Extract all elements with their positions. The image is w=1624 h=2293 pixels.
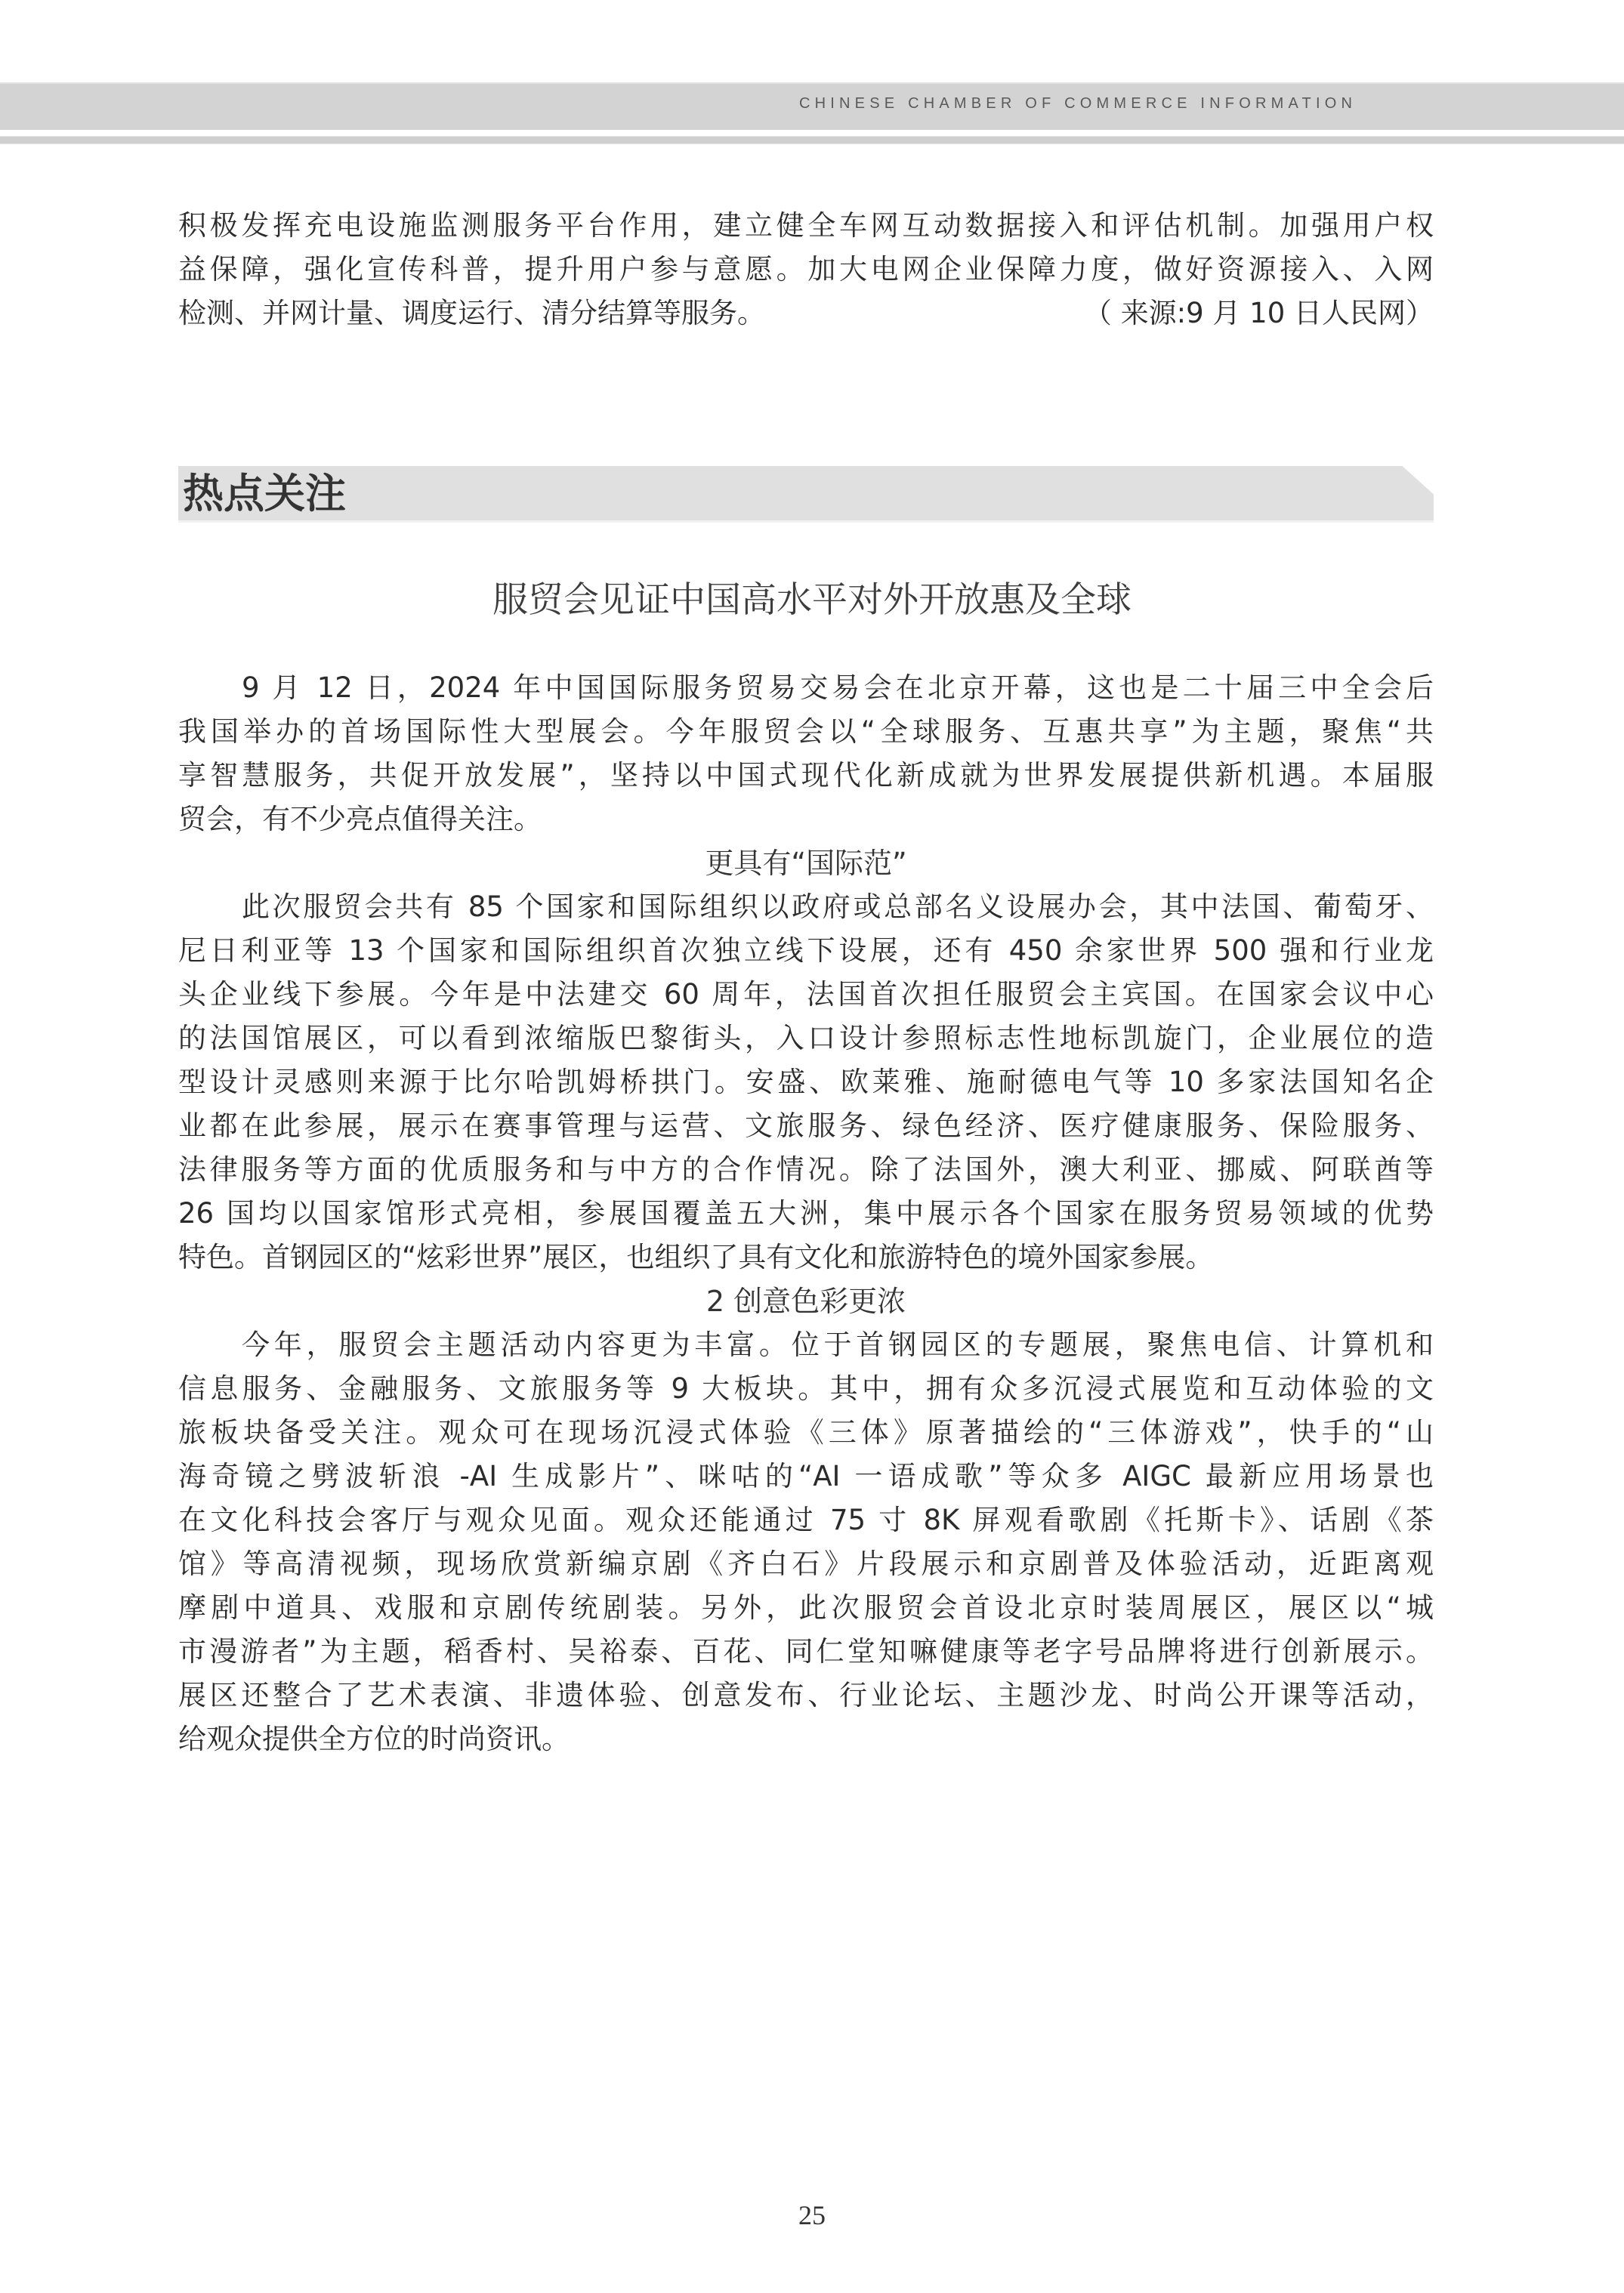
text-line: 贸会，有不少亮点值得关注。: [178, 803, 542, 835]
text-line: 给观众提供全方位的时尚资讯。: [178, 1723, 570, 1755]
text-line: 我国举办的首场国际性大型展会。今年服贸会以“全球服务、互惠共享”为主题，聚焦“共: [178, 715, 1434, 748]
text-line: 益保障，强化宣传科普，提升用户参与意愿。加大电网企业保障力度，做好资源接入、入网: [178, 253, 1434, 285]
text-line: 业都在此参展，展示在赛事管理与运营、文旅服务、绿色经济、医疗健康服务、保险服务、: [178, 1109, 1434, 1142]
text-line: 9 月 12 日，2024 年中国国际服务贸易交易会在北京开幕，这也是二十届三中全会后: [242, 671, 1434, 704]
section-title: 热点关注: [183, 469, 346, 517]
section-bar: [178, 466, 1434, 523]
article-title: 服贸会见证中国高水平对外开放惠及全球: [492, 579, 1132, 621]
text-line-with-source: [178, 292, 1434, 335]
header-divider: [0, 136, 1624, 144]
text-line: 法律服务等方面的优质服务和与中方的合作情况。除了法国外，澳大利亚、挪威、阿联酋等: [178, 1153, 1434, 1186]
text-line: 今年，服贸会主题活动内容更为丰富。位于首钢园区的专题展，聚焦电信、计算机和: [242, 1329, 1434, 1361]
text-line: 的法国馆展区，可以看到浓缩版巴黎街头，入口设计参照标志性地标凯旋门，企业展位的造: [178, 1022, 1434, 1054]
page-number: 25: [798, 2200, 826, 2230]
publication-name: CHINESE CHAMBER OF COMMERCE INFORMATION: [799, 95, 1357, 112]
text-line: 市漫游者”为主题，稻香村、吴裕泰、百花、同仁堂知嘛健康等老字号品牌将进行创新展示。: [178, 1635, 1434, 1668]
text-line: 展区还整合了艺术表演、非遗体验、创意发布、行业论坛、主题沙龙、时尚公开课等活动，: [178, 1679, 1434, 1711]
text-line: 检测、并网计量、调度运行、清分结算等服务。: [178, 297, 765, 329]
subheading-creativity: 2 创意色彩更浓: [705, 1285, 906, 1318]
text-line: 摩剧中道具、戏服和京剧传统剧装。另外，此次服贸会首设北京时装周展区，展区以“城: [178, 1591, 1434, 1624]
text-line: 旅板块备受关注。观众可在现场沉浸式体验《三体》原著描绘的“三体游戏”，快手的“山: [178, 1416, 1434, 1449]
text-line: 海奇镜之劈波斩浪 -AI 生成影片”、咪咕的“AI 一语成歌”等众多 AIGC 最新应用场景也: [178, 1460, 1434, 1492]
text-line: 信息服务、金融服务、文旅服务等 9 大板块。其中，拥有众多沉浸式展览和互动体验的文: [178, 1372, 1434, 1405]
text-line: 此次服贸会共有 85 个国家和国际组织以政府或总部名义设展办会，其中法国、葡萄牙、: [242, 890, 1434, 923]
text-line: 型设计灵感则来源于比尔哈凯姆桥拱门。安盛、欧莱雅、施耐德电气等 10 多家法国知名企: [178, 1066, 1434, 1098]
prev-article-text: [178, 204, 1434, 335]
text-line: 积极发挥充电设施监测服务平台作用，建立健全车网互动数据接入和评估机制。加强用户权: [178, 209, 1434, 242]
text-line: 尼日利亚等 13 个国家和国际组织首次独立线下设展，还有 450 余家世界 500 强和行业龙: [178, 934, 1434, 967]
article-body: [178, 666, 1434, 1761]
text-line: 在文化科技会客厅与观众见面。观众还能通过 75 寸 8K 屏观看歌剧《托斯卡》、话剧《茶: [178, 1504, 1434, 1536]
text-line: 享智慧服务，共促开放发展”，坚持以中国式现代化新成就为世界发展提供新机遇。本届服: [178, 759, 1434, 792]
text-line: 26 国均以国家馆形式亮相，参展国覆盖五大洲，集中展示各个国家在服务贸易领域的优势: [178, 1197, 1434, 1230]
subheading-international: 更具有“国际范”: [705, 847, 907, 880]
text-line: 馆》等高清视频，现场欣赏新编京剧《齐白石》片段展示和京剧普及体验活动，近距离观: [178, 1548, 1434, 1580]
source-note: （ 来源:9 月 10 日人民网）: [1083, 297, 1434, 329]
text-line: 头企业线下参展。今年是中法建交 60 周年，法国首次担任服贸会主宾国。在国家会议中心: [178, 978, 1434, 1011]
text-line: 特色。首钢园区的“炫彩世界”展区，也组织了具有文化和旅游特色的境外国家参展。: [178, 1241, 1214, 1273]
